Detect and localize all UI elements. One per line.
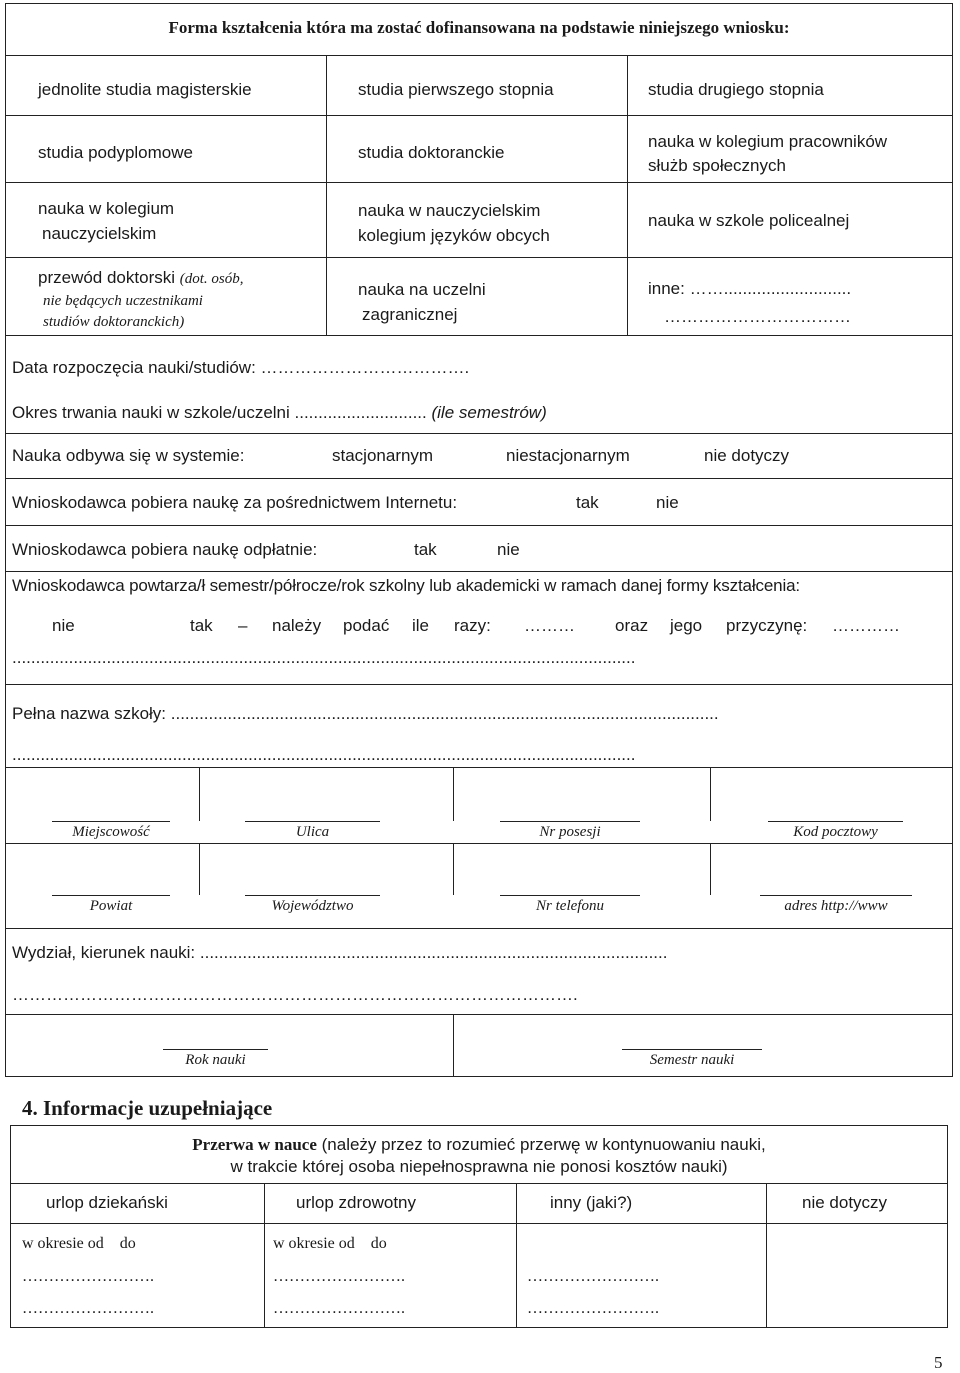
- semester-caption: Semestr nauki: [622, 1049, 762, 1069]
- repeat-text: należy: [272, 616, 322, 635]
- duration-label: Okres trwania nauki w szkole/uczelni ............................: [12, 403, 427, 422]
- option-note-line: nie będących uczestnikami: [43, 293, 203, 309]
- voivodeship-caption: Województwo: [245, 895, 380, 915]
- period-label: w okresie od do: [273, 1235, 387, 1252]
- repeat-text: podać: [343, 616, 390, 635]
- repeat-count-field[interactable]: ………: [524, 616, 575, 635]
- page-number: 5: [934, 1353, 943, 1372]
- repeat-text: jego: [670, 616, 703, 635]
- section-4-heading: 4. Informacje uzupełniające: [22, 1096, 273, 1120]
- other-leave-field[interactable]: …………………….: [527, 1268, 659, 1285]
- option-teacher-college[interactable]: [38, 196, 174, 246]
- repeat-no-option[interactable]: nie: [52, 616, 75, 635]
- divider: [5, 257, 953, 258]
- school-name-line2[interactable]: ....................................................................................................................................: [12, 745, 636, 764]
- grid-divider: [627, 55, 628, 335]
- repeat-label: Wnioskodawca powtarza/ł semestr/półrocze/rok szkolny lub akademicki w ramach danej formy kształcenia:: [12, 576, 800, 595]
- health-leave-from-field[interactable]: …………………….: [273, 1268, 405, 1285]
- option-second-cycle[interactable]: studia drugiego stopnia: [648, 80, 824, 99]
- grid-divider: [264, 1183, 265, 1328]
- break-description: [10, 1134, 948, 1178]
- divider: [5, 433, 953, 434]
- start-date-field[interactable]: Data rozpoczęcia nauki/studiów: ……………………………….: [12, 358, 470, 377]
- grid-divider: [326, 55, 327, 335]
- option-not-applicable[interactable]: nie dotyczy: [704, 446, 790, 465]
- divider: [5, 335, 953, 336]
- repeat-text: razy:: [454, 616, 491, 635]
- repeat-text: oraz: [615, 616, 649, 635]
- study-year-caption: Rok nauki: [163, 1049, 268, 1069]
- break-description-line: Przerwa w nauce (należy przez to rozumieć przerwę w kontynuowaniu nauki,: [192, 1135, 766, 1154]
- grid-divider: [710, 843, 711, 895]
- break-description-line: w trakcie której osoba niepełnosprawna nie ponosi kosztów nauki): [230, 1157, 728, 1176]
- repeat-line: [52, 616, 948, 640]
- option-label-line: przewód doktorski (dot. osób,: [38, 268, 244, 287]
- duration-note: (ile semestrów): [431, 403, 547, 422]
- dean-leave-from-field[interactable]: …………………….: [22, 1268, 154, 1285]
- other-field[interactable]: inne: ……...........................: [648, 279, 852, 298]
- grid-divider: [766, 1183, 767, 1328]
- system-label: Nauka odbywa się w systemie:: [12, 446, 245, 465]
- option-foreign-university[interactable]: [358, 277, 486, 327]
- option-doctoral[interactable]: studia doktoranckie: [358, 143, 505, 162]
- option-label-line: służb społecznych: [648, 156, 786, 175]
- divider: [5, 55, 953, 56]
- internet-no-option[interactable]: nie: [656, 493, 679, 512]
- grid-divider: [710, 767, 711, 821]
- option-full-time[interactable]: stacjonarnym: [332, 446, 434, 465]
- repeat-reason-line2[interactable]: ....................................................................................................................................: [12, 648, 636, 667]
- option-dean-leave[interactable]: urlop dziekański: [46, 1193, 168, 1212]
- option-note-line: studiów doktoranckich): [43, 314, 185, 330]
- address-street-caption: Ulica: [245, 821, 380, 841]
- divider: [5, 843, 953, 844]
- divider: [5, 1014, 953, 1015]
- faculty-field[interactable]: Wydział, kierunek nauki: ...................................................................................................: [12, 943, 668, 962]
- school-name-field[interactable]: Pełna nazwa szkoły: ....................................................................................................................: [12, 704, 719, 723]
- divider: [5, 182, 953, 183]
- option-unified-master[interactable]: jednolite studia magisterskie: [38, 80, 252, 99]
- dash: –: [238, 616, 248, 635]
- option-health-leave[interactable]: urlop zdrowotny: [296, 1193, 417, 1212]
- grid-divider: [516, 1183, 517, 1328]
- internet-label: Wnioskodawca pobiera naukę za pośrednictwem Internetu:: [12, 493, 458, 512]
- divider: [10, 1223, 948, 1224]
- option-label-line: nauka na uczelni: [358, 280, 486, 299]
- divider: [5, 767, 953, 768]
- repeat-reason-field[interactable]: …………: [832, 616, 900, 635]
- option-not-applicable-leave[interactable]: nie dotyczy: [802, 1193, 888, 1212]
- divider: [5, 571, 953, 572]
- divider: [5, 684, 953, 685]
- option-postgraduate[interactable]: studia podyplomowe: [38, 143, 193, 162]
- option-label-line: nauka w kolegium: [38, 199, 175, 218]
- option-first-cycle[interactable]: studia pierwszego stopnia: [358, 80, 554, 99]
- option-part-time[interactable]: niestacjonarnym: [506, 446, 630, 465]
- address-city-caption: Miejscowość: [52, 821, 170, 841]
- paid-no-option[interactable]: nie: [497, 540, 520, 559]
- option-doctoral-proceedings[interactable]: [38, 266, 244, 333]
- option-other[interactable]: [648, 275, 851, 331]
- divider: [5, 478, 953, 479]
- grid-divider: [453, 767, 454, 821]
- divider: [5, 928, 953, 929]
- option-post-secondary-school[interactable]: nauka w szkole policealnej: [648, 211, 850, 230]
- health-leave-to-field[interactable]: …………………….: [273, 1300, 405, 1317]
- option-foreign-language-college[interactable]: [358, 198, 550, 248]
- district-caption: Powiat: [52, 895, 170, 915]
- grid-divider: [453, 1014, 454, 1077]
- repeat-yes-option[interactable]: tak: [190, 616, 213, 635]
- paid-label: Wnioskodawca pobiera naukę odpłatnie:: [12, 540, 318, 559]
- grid-divider: [199, 767, 200, 821]
- divider: [10, 1183, 948, 1184]
- other-field-line2[interactable]: ……………………………: [664, 307, 851, 326]
- option-label-line: kolegium języków obcych: [358, 226, 550, 245]
- paid-yes-option[interactable]: tak: [414, 540, 437, 559]
- option-other-leave[interactable]: inny (jaki?): [550, 1193, 633, 1212]
- internet-yes-option[interactable]: tak: [576, 493, 599, 512]
- option-label-line: nauka w kolegium pracowników: [648, 132, 888, 151]
- repeat-text: przyczynę:: [726, 616, 808, 635]
- grid-divider: [453, 843, 454, 895]
- address-postcode-caption: Kod pocztowy: [768, 821, 903, 841]
- website-caption: adres http://www: [760, 895, 912, 915]
- option-label-line: zagranicznej: [362, 305, 458, 324]
- option-social-workers-college[interactable]: [648, 130, 887, 178]
- other-leave-field-line2[interactable]: …………………….: [527, 1300, 659, 1317]
- period-label: w okresie od do: [22, 1235, 136, 1252]
- dean-leave-to-field[interactable]: …………………….: [22, 1300, 154, 1317]
- address-number-caption: Nr posesji: [500, 821, 640, 841]
- form-title: Forma kształcenia która ma zostać dofinansowana na podstawie niniejszego wniosku:: [168, 18, 790, 37]
- grid-divider: [199, 843, 200, 895]
- repeat-text: ile: [412, 616, 430, 635]
- duration-field[interactable]: [12, 403, 547, 423]
- phone-caption: Nr telefonu: [500, 895, 640, 915]
- option-label-line: nauka w nauczycielskim: [358, 201, 541, 220]
- divider: [5, 525, 953, 526]
- faculty-line2[interactable]: ……………………………………………………………………………………….: [12, 985, 578, 1004]
- divider: [5, 115, 953, 116]
- option-label-line: nauczycielskim: [42, 224, 157, 243]
